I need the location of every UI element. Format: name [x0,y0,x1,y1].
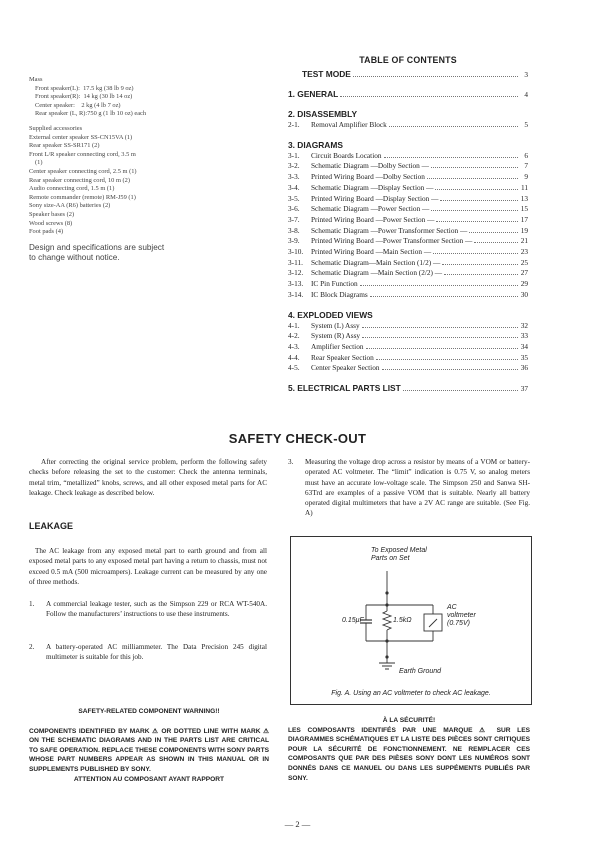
accessory-item: (1) [35,159,43,167]
warning-english [29,707,269,784]
page-number: — 2 — [284,819,311,829]
toc-entry[interactable]: 3-12. Schematic Diagram —Main Section (2/2) — 27 [288,268,528,278]
toc-entry[interactable]: 3-11. Schematic Diagram—Main Section (1/2) — 25 [288,257,528,267]
accessory-item: Front L/R speaker connecting cord, 3.5 m [29,150,136,158]
safety-title: SAFETY CHECK-OUT [228,431,367,446]
toc-entry[interactable]: 3-10. Printed Wiring Board —Main Section — 23 [288,247,528,257]
resistor-label: 1.5kΩ [393,617,412,624]
accessory-item: Rear speaker SS-SR171 (2) [29,142,100,150]
warning-french [288,716,530,783]
toc-entry[interactable]: 4-3. Amplifier Section 34 [288,341,528,351]
warning-title: SAFETY-RELATED COMPONENT WARNING!! [78,708,220,715]
toc-section-title[interactable]: 2. DISASSEMBLY [288,109,358,119]
toc-entry[interactable]: 3-3. Printed Wiring Board —Dolby Section 9 [288,172,528,182]
spec-note: Design and specifications are subject to change without notice. [29,242,165,263]
voltmeter-label: AC voltmeter (0.75V) [447,604,476,628]
figure-caption: Fig. A. Using an AC voltmeter to check AC leakage. [331,690,491,697]
warning-body: COMPONENTS IDENTIFIED BY MARK ⚠ OR DOTTED LINE WITH MARK ⚠ ON THE SCHEMATIC DIAGRAMS AND IN THE PARTS LIST ARE CRITICAL TO SAFE OPERATION. REPLACE THESE COMPONENTS WITH SONY PARTS WHOSE PART NUMBERS APPEAR AS SHOWN IN THIS MANUAL OR IN SUPPLEMENTS PUBLISHED BY SONY. [29,727,269,773]
accessory-item: Remote commander (remote) RM-J59 (1) [29,193,136,201]
toc-entry[interactable]: 3-1. Circuit Boards Location 6 [288,150,528,160]
toc-entry[interactable]: 3-14. IC Block Diagrams 30 [288,289,528,299]
toc-section-title[interactable]: 1. GENERAL 4 [288,89,528,99]
toc-entry[interactable]: 3-2. Schematic Diagram —Dolby Section — 7 [288,161,528,171]
accessory-item: Center speaker connecting cord, 2.5 m (1) [29,167,137,175]
toc-section-title[interactable]: 3. DIAGRAMS [288,139,343,150]
list-item: 3. Measuring the voltage drop across a resistor by means of a VOM or battery-operated AC voltmeter. The “limit” indication is 0.75 V, so analog meters must have an accurate low-voltage scale. The Simpson 250 and Sanwa SH-63Trd are examples of a passive VOM that is suitable. Nearly all battery operated digital multimeters that have a 2V AC range are suitable. (See Fig. A) [288,458,530,518]
toc-entry[interactable]: 3-4. Schematic Diagram —Display Section — 11 [288,182,528,192]
table-of-contents [288,55,528,394]
toc-entry[interactable]: 3-5. Printed Wiring Board —Display Section — 13 [288,193,528,203]
warning-footer: ATTENTION AU COMPOSANT AYANT RAPPORT [73,775,225,783]
toc-entry[interactable]: 4-4. Rear Speaker Section 35 [288,352,528,362]
mass-item: Front speaker(L): 17.5 kg (38 lb 9 oz) [35,84,134,92]
toc-entry[interactable]: 4-5. Center Speaker Section 36 [288,363,528,373]
toc-title: TABLE OF CONTENTS [359,55,457,65]
figure-label-metal: To Exposed Metal Parts on Set [371,547,427,563]
accessory-item: Audio connecting cord, 1.5 m (1) [29,185,115,193]
toc-entry[interactable]: 3-9. Printed Wiring Board —Power Transformer Section — 21 [288,236,528,246]
toc-entry[interactable]: 2-1. Removal Amplifier Block 5 [288,120,528,129]
mass-item: Center speaker: 2 kg (4 lb 7 oz) [35,101,121,109]
warning-title: À LA SÉCURITÉ! [382,717,436,724]
resistor [383,611,391,630]
mass-item: Front speaker(R): 14 kg (30 lb 14 oz) [35,93,133,101]
accessories-title: Supplied accessories [29,124,83,132]
safety-intro: After correcting the original service problem, perform the following safety checks before releasing the set to the customer: Check the antenna terminals, metal trim, “metallized” knobs, screws, and all other exposed metal parts for AC leakage. Check leakage as described below. [29,458,267,497]
toc-entry[interactable]: 3-13. IC Pin Function 29 [288,279,528,289]
accessory-item: External center speaker SS-CN15VA (1) [29,133,133,141]
accessory-item: Sony size-AA (R6) batteries (2) [29,202,111,210]
warning-body: LES COMPOSANTS IDENTIFÉS PAR UNE MARQUE ⚠ SUR LES DIAGRAMMES SCHÉMATIQUES ET LA LISTE DES PIÈCES SONT CRITIQUES POUR LA SÉCURITÉ DE FONCTIONNEMENT. NE REMPLACER CES COMPOSANTS QUE PAR DES PIÈSES SONY DONT LES NUMÉROS SONT DONNÉS DANS CE MANUEL OU DANS LES SUPPÉMENTS PUBLIÉS PAR SONY. [288,726,530,782]
accessory-item: Speaker bases (2) [29,210,75,218]
toc-entry[interactable]: 3-7. Printed Wiring Board —Power Section — 17 [288,214,528,224]
toc-entry[interactable]: 4-2. System (R) Assy 33 [288,331,528,341]
capacitor-label: 0.15μF [342,617,364,624]
toc-sections [288,89,528,394]
toc-entry[interactable]: 4-1. System (L) Assy 32 [288,320,528,330]
mass-title: Mass [29,76,43,83]
earth-ground-label: Earth Ground [399,668,442,675]
accessory-item: Rear speaker connecting cord, 10 m (2) [29,176,130,184]
mass-list [29,85,269,119]
mass-item: Rear speaker (L, R):750 g (1 lb 10 oz) each [35,110,147,118]
toc-section-title[interactable]: 4. EXPLODED VIEWS [288,309,373,320]
junction [385,591,388,594]
figure-a [290,536,532,705]
toc-section-title[interactable]: 5. ELECTRICAL PARTS LIST 37 [288,383,528,394]
accessories-list [29,134,269,237]
leakage-heading: LEAKAGE [29,521,74,531]
accessory-item: Foot pads (4) [29,228,64,236]
toc-entry[interactable]: 3-8. Schematic Diagram —Power Transformer Section — 19 [288,225,528,235]
list-item: 1. A commercial leakage tester, such as the Simpson 229 or RCA WT-540A. Follow the manufacturers’ instructions to use these instruments. [29,600,267,619]
accessory-item: Wood screws (8) [29,219,73,227]
toc-test-mode[interactable]: TEST MODE 3 [302,69,528,79]
toc-entry[interactable]: 3-6. Schematic Diagram —Power Section — 15 [288,204,528,214]
list-item: 2. A battery-operated AC milliammeter. The Data Precision 245 digital multimeter is suitable for this job. [29,643,267,662]
specifications-block [29,76,269,264]
leakage-text: The AC leakage from any exposed metal part to earth ground and from all exposed metal parts to any exposed metal part having a return to chassis, must not exceed 0.5 mA (500 microampers). Leakage current can be measured by any one of three methods. [29,547,267,586]
